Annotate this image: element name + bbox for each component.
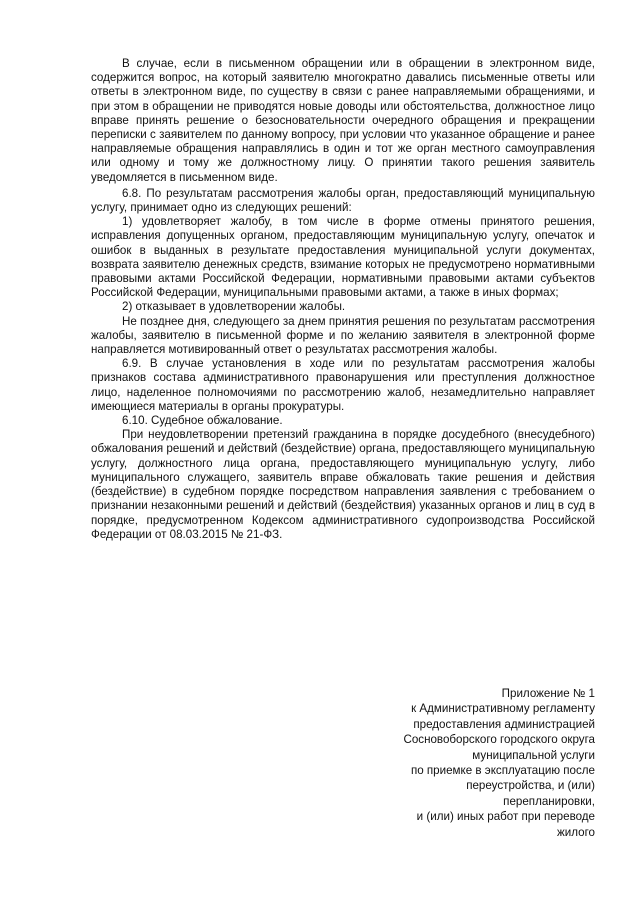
paragraph-response-deadline: Не позднее дня, следующего за днем принятия решения по результатам рассмотрения жалобы, заявителю в письменной форме и по желанию заявителя в электронной форме направляется мотивированный ответ о результатах рассмотрения жалобы. [91, 314, 595, 357]
appendix-line: Приложение № 1 [501, 687, 595, 700]
paragraph-6-9: 6.9. В случае установления в ходе или по результатам рассмотрения жалобы признаков состава административного правонарушения или преступления должностное лицо, наделенное полномочиями по рассмотрению жалоб, незамедлительно направляет имеющиеся материалы в органы прокуратуры. [91, 357, 595, 413]
appendix-line: к Административному регламенту [411, 702, 595, 716]
paragraph-6-8: 6.8. По результатам рассмотрения жалобы орган, предоставляющий муниципальную услугу, принимает одно из следующих решений: [91, 186, 595, 215]
appendix-line: предоставления администрацией [413, 717, 595, 731]
appendix-line: и (или) иных работ при переводе [416, 810, 595, 824]
paragraph-6-10-heading: 6.10. Судебное обжалование. [122, 414, 283, 428]
appendix-line: Сосновоборского городского округа [403, 733, 595, 747]
appendix-header [330, 686, 595, 840]
paragraph-decision-1: 1) удовлетворяет жалобу, в том числе в форме отмены принятого решения, исправления допущенных органом, предоставляющим муниципальную услугу, опечаток и ошибок в выданных в результате предоставления муниципальной услуги документах, возврата заявителю денежных средств, взимание которых не предусмотрено нормативными правовыми актами Российской Федерации, нормативными правовыми актами субъектов Российской Федерации, муниципальными правовыми актами, а также в иных формах; [91, 215, 595, 300]
appendix-line: жилого [557, 825, 595, 839]
paragraph-repeated-appeal: В случае, если в письменном обращении или в обращении в электронном виде, содержится вопрос, на который заявителю многократно давались письменные ответы или ответы в электронном виде, по существу в связи с ранее направляемыми обращениями, и при этом в обращении не приводятся новые доводы или обстоятельства, должностное лицо вправе принять решение о безосновательности очередного обращения и прекращении переписки с заявителем по данному вопросу, при условии что указанное обращение и ранее направляемые обращения направлялись в один и тот же орган местного самоуправления или одному и тому же должностному лицу. О принятии такого решения заявитель уведомляется в письменном виде. [91, 57, 595, 184]
appendix-line: переустройства, и (или) [466, 779, 595, 793]
paragraph-decision-2: 2) отказывает в удовлетворении жалобы. [122, 300, 346, 314]
appendix-line: по приемке в эксплуатацию после [410, 764, 595, 778]
document-body [91, 57, 595, 542]
appendix-line: муниципальной услуги [472, 748, 595, 762]
paragraph-judicial-appeal: При неудовлетворении претензий гражданина в порядке досудебного (внесудебного) обжалования решений и действий (бездействие) органа, предоставляющего муниципальную услугу, должностного лица органа, предоставляющего муниципальную услугу, либо муниципального служащего, заявитель вправе обжаловать такие решения и действия (бездействие) в судебном порядке посредством направления заявления с требованием о признании незаконными решений и действий (бездействия) указанных органов и лиц в суд в порядке, предусмотренном Кодексом административного судопроизводства Российской Федерации от 08.03.2015 № 21-ФЗ. [91, 428, 595, 541]
appendix-line: перепланировки, [503, 794, 595, 808]
